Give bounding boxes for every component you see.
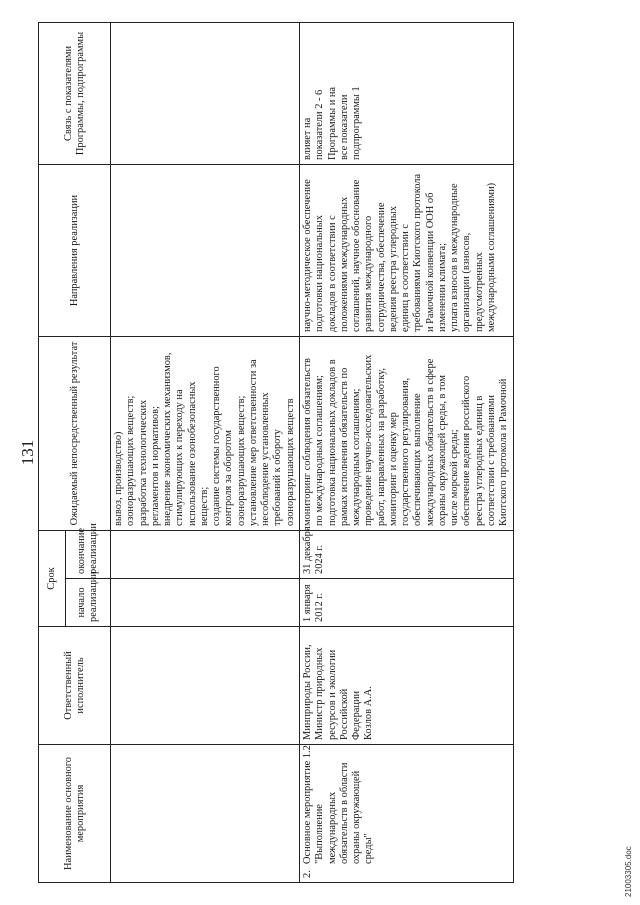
header-result: Ожидаемый непосредственный результат (39, 337, 111, 531)
activity-name: 2.Основное мероприятие 1.2 "Выполнение международных обязательств в области охраны окружающей среды" (299, 745, 513, 883)
header-executor: Ответственный исполнитель (39, 627, 111, 745)
table-row-continuation (111, 23, 300, 883)
cont-start (111, 579, 300, 627)
activity-executor: Минприроды России, Министр природных ресурсов и экологии Российской Федерации Козлов А.А. (299, 627, 513, 745)
row-number: 2. (301, 870, 313, 878)
header-term: Срок (39, 531, 66, 627)
cont-result: вывоз, производство) озоноразрушающих веществ; разработка технологических регламентов и нормативов; внедрение экономических механизмов, стимулирующих к переходу на использование озонобезопасных веществ; создание системы государственного контроля за оборотом озоноразрушающих веществ; установление мер ответственности за несоблюдение установленных требований к обороту озоноразрушающих веществ (111, 337, 300, 531)
table-row (299, 23, 513, 883)
header-row (39, 23, 66, 883)
header-start: начало реализации (66, 579, 111, 627)
cont-end (111, 531, 300, 579)
document-reference: 21003305.doc (624, 846, 633, 897)
activity-result: мониторинг соблюдения обязательств по международным соглашениям; подготовка национальных докладов в рамках исполнения обязательств по международным соглашениям; проведение научно-исследовательских работ, направленных на разработку, мониторинг и оценку мер государственного регулирования, обеспечивающих выполнение международных обязательств в сфере охраны окружающей среды, в том числе морской среды; обеспечение ведения российского реестра углеродных единиц в соответствии с требованиями Киотского протокола и Рамочной (299, 337, 513, 531)
cont-executor (111, 627, 300, 745)
activity-directions: научно-методическое обеспечение подготовки национальных докладов в соответствии с положениями международных соглашений, научное обоснование развития международного сотрудничества, обеспечение ведения реестра углеродных единиц в соответствии с требованиями Киотского протокола и Рамочной конвенции ООН об изменении климата; уплата взносов в международные организации (взносов, предусмотренных международными соглашениями) (299, 165, 513, 337)
header-link: Связь с показателями Программы, подпрограммы (39, 23, 111, 165)
header-name: Наименование основного мероприятия (39, 745, 111, 883)
header-directions: Направления реализации (39, 165, 111, 337)
cont-name (111, 745, 300, 883)
activities-table (38, 22, 514, 883)
cont-directions (111, 165, 300, 337)
activity-end: 31 декабря 2024 г. (299, 531, 513, 579)
cont-link (111, 23, 300, 165)
activity-start: 1 января 2012 г. (299, 579, 513, 627)
activity-link: влияет на показатели 2 - 6 Программы и на все показатели подпрограммы 1 (299, 23, 513, 165)
page-number: 131 (18, 439, 37, 466)
header-end: окончание реализации (66, 531, 111, 579)
